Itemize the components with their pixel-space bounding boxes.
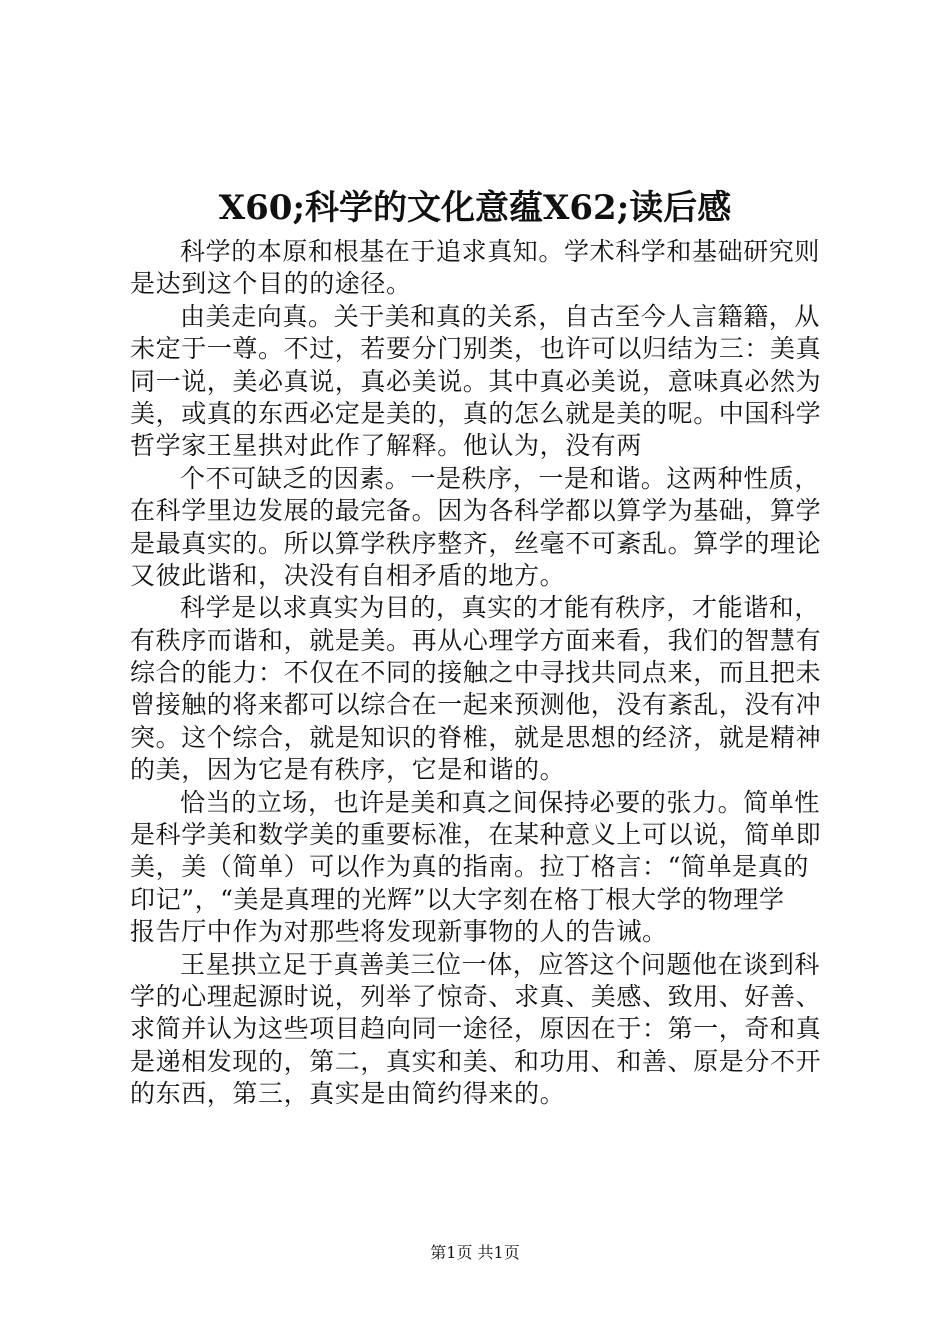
- text-line: 同一说，美必真说，真必美说。其中真必美说，意味真必然为: [130, 366, 822, 396]
- text-line: 个不可缺乏的因素。一是秩序，一是和谐。这两种性质，: [180, 463, 821, 493]
- text-line: 未定于一尊。不过，若要分门别类，也许可以归结为三：美真: [130, 334, 822, 364]
- text-line: 印记”，“美是真理的光辉”以大字刻在格丁根大学的物理学: [130, 884, 785, 914]
- text-line: 科学的本原和根基在于追求真知。学术科学和基础研究则: [180, 237, 821, 266]
- text-line: 学的心理起源时说，列举了惊奇、求真、美感、致用、好善、: [130, 981, 822, 1011]
- text-line: 是递相发现的，第二，真实和美、和功用、和善、原是分不开: [130, 1046, 822, 1076]
- text-line: 求简并认为这些项目趋向同一途径，原因在于：第一，奇和真: [130, 1014, 822, 1044]
- text-line: 是最真实的。所以算学秩序整齐，丝毫不可紊乱。算学的理论: [130, 528, 822, 558]
- text-line: 哲学家王星拱对此作了解释。他认为，没有两: [130, 431, 643, 461]
- text-line: 美，美（简单）可以作为真的指南。拉丁格言：“简单是真的: [130, 852, 809, 882]
- text-line: 在科学里边发展的最完备。因为各科学都以算学为基础，算学: [130, 496, 822, 526]
- text-line: 王星拱立足于真善美三位一体，应答这个问题他在谈到科: [180, 949, 821, 979]
- text-line: 报告厅中作为对那些将发现新事物的人的告诫。: [130, 917, 668, 947]
- text-line: 的东西，第三，真实是由简约得来的。: [130, 1079, 566, 1109]
- text-line: 由美走向真。关于美和真的关系，自古至今人言籍籍，从: [180, 301, 821, 331]
- text-line: 是科学美和数学美的重要标准，在某种意义上可以说，简单即: [130, 820, 822, 850]
- text-line: 科学是以求真实为目的，真实的才能有秩序，才能谐和，: [180, 593, 821, 623]
- page-footer: 第1页 共1页: [430, 1243, 520, 1262]
- document-title: X60;科学的文化意蕴X62;读后感: [218, 188, 732, 228]
- text-line: 综合的能力：不仅在不同的接触之中寻找共同点来，而且把未: [130, 658, 822, 688]
- text-line: 曾接触的将来都可以综合在一起来预测他，没有紊乱，没有冲: [130, 690, 822, 720]
- text-line: 是达到这个目的的途径。: [130, 269, 412, 299]
- text-line: 恰当的立场，也许是美和真之间保持必要的张力。简单性: [180, 787, 821, 817]
- text-line: 的美，因为它是有秩序，它是和谐的。: [130, 755, 566, 785]
- text-line: 又彼此谐和，决没有自相矛盾的地方。: [130, 560, 566, 590]
- document-body: [130, 236, 830, 1111]
- text-line: 有秩序而谐和，就是美。再从心理学方面来看，我们的智慧有: [130, 625, 822, 655]
- text-line: 突。这个综合，就是知识的脊椎，就是思想的经济，就是精神: [130, 722, 822, 752]
- text-line: 美，或真的东西必定是美的，真的怎么就是美的呢。中国科学: [130, 398, 822, 428]
